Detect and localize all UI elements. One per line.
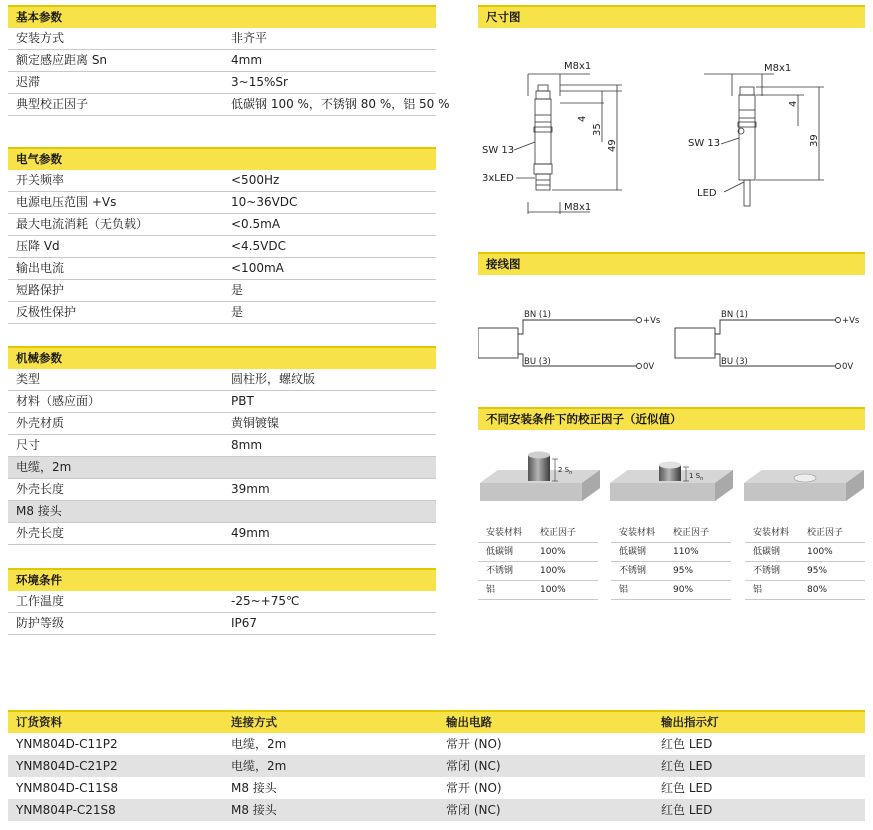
wiring-section — [478, 252, 865, 275]
table-row: 最大电流消耗（无负载） <0.5mA — [8, 214, 436, 236]
table-row: 外壳长度 49mm — [8, 523, 436, 545]
electrical-params-title: 电气参数 — [8, 147, 436, 170]
table-row: 典型校正因子 低碳钢 100 %，不锈钢 80 %，铝 50 % — [8, 94, 436, 116]
table-row: 迟滞 3~15%Sr — [8, 72, 436, 94]
wire-bn-label: BN (1) — [721, 310, 748, 320]
dim-left-sw: SW 13 — [482, 145, 515, 156]
table-row: 低碳钢 100% — [478, 543, 598, 562]
factor-table-2 — [611, 524, 731, 600]
wiring-title: 接线图 — [478, 252, 865, 275]
table-row: 开关频率 <500Hz — [8, 170, 436, 192]
dim-left-led: 3xLED — [482, 173, 514, 184]
basic-params-title: 基本参数 — [8, 5, 436, 28]
table-row: 铝 90% — [611, 581, 731, 600]
wire-0v-label: 0V — [842, 362, 854, 372]
table-row: YNM804D-C11S8 M8 接头 常开 (NO) 红色 LED — [16, 781, 713, 795]
order-header-model: 订货资料 — [16, 715, 62, 729]
factor-section — [478, 407, 865, 430]
table-row: 不锈钢 95% — [611, 562, 731, 581]
dim-left-d49: 49 — [607, 139, 618, 152]
table-row: YNM804D-C21P2 电缆，2m 常闭 (NC) 红色 LED — [8, 755, 865, 777]
table-row: 输出电流 <100mA — [8, 258, 436, 280]
table-row: 不锈钢 95% — [745, 562, 865, 581]
basic-params-section — [8, 5, 450, 116]
order-header-output: 输出电路 — [446, 715, 492, 729]
electrical-params-section — [8, 147, 436, 324]
order-header-connection: 连接方式 — [231, 715, 277, 729]
table-row: 材料（感应面） PBT — [8, 391, 436, 413]
table-row: 铝 80% — [745, 581, 865, 600]
table-row: 铝 100% — [478, 581, 598, 600]
factor-title: 不同安装条件下的校正因子（近似值） — [478, 407, 865, 430]
table-row: 压降 Vd <4.5VDC — [8, 236, 436, 258]
table-row: 工作温度 -25~+75℃ — [8, 591, 436, 613]
mechanical-params-section — [8, 346, 436, 545]
wire-0v-label: 0V — [643, 362, 655, 372]
table-row: 安装方式 非齐平 — [8, 28, 436, 50]
dimension-section — [478, 5, 865, 28]
cable-subheader: 电缆，2m — [8, 457, 436, 479]
dim-left-thread-bottom: M8x1 — [564, 202, 592, 213]
environment-section — [8, 568, 436, 635]
table-row: YNM804P-C21S8 M8 接头 常闭 (NC) 红色 LED — [8, 799, 865, 821]
table-row: 外壳材质 黄铜镀镍 — [8, 413, 436, 435]
label-2sn: 2 $S_n$ — [558, 466, 573, 476]
table-row: 低碳钢 110% — [611, 543, 731, 562]
dim-right-d39: 39 — [809, 134, 820, 147]
m8-subheader: M8 接头 — [8, 501, 436, 523]
table-row: 不锈钢 100% — [478, 562, 598, 581]
dim-right-d4: 4 — [788, 100, 799, 107]
dim-left-d4: 4 — [577, 115, 588, 122]
table-row: 电源电压范围 +Vs 10~36VDC — [8, 192, 436, 214]
table-row: 尺寸 8mm — [8, 435, 436, 457]
environment-title: 环境条件 — [8, 568, 436, 591]
table-row: 安装材料 校正因子 — [745, 524, 865, 543]
table-row: 安装材料 校正因子 — [478, 524, 598, 543]
dim-left-d35: 35 — [592, 123, 603, 136]
wiring-diagram — [478, 300, 865, 380]
dim-right-sw: SW 13 — [688, 138, 721, 149]
table-row: 额定感应距离 Sn 4mm — [8, 50, 436, 72]
dim-right-led: LED — [697, 188, 717, 199]
wire-bu-label: BU (3) — [721, 357, 748, 367]
table-row: 反极性保护 是 — [8, 302, 436, 324]
table-row: 防护等级 IP67 — [8, 613, 436, 635]
mounting-illustrations — [478, 445, 865, 515]
label-1sn: 1 $S_n$ — [689, 472, 704, 482]
factor-table-1 — [478, 524, 598, 600]
dim-right-thread-top: M8x1 — [764, 63, 792, 74]
mechanical-params-title: 机械参数 — [8, 346, 436, 369]
table-row: YNM804D-C11P2 电缆，2m 常开 (NO) 红色 LED — [16, 737, 713, 751]
factor-table-3 — [745, 524, 865, 600]
table-row: 短路保护 是 — [8, 280, 436, 302]
dimension-drawing — [478, 30, 865, 230]
table-row: 低碳钢 100% — [745, 543, 865, 562]
table-row: 安装材料 校正因子 — [611, 524, 731, 543]
order-table — [8, 710, 865, 821]
order-table-header — [8, 710, 865, 733]
dim-left-thread-top: M8x1 — [564, 61, 592, 72]
wire-vs-label: +Vs — [842, 316, 860, 326]
table-row: 类型 圆柱形，螺纹版 — [8, 369, 436, 391]
basic-params-rows — [8, 28, 450, 116]
table-row: 外壳长度 39mm — [8, 479, 436, 501]
wire-vs-label: +Vs — [643, 316, 661, 326]
wire-bn-label: BN (1) — [524, 310, 551, 320]
wire-bu-label: BU (3) — [524, 357, 551, 367]
order-header-indicator: 输出指示灯 — [661, 715, 719, 729]
dimension-title: 尺寸图 — [478, 5, 865, 28]
